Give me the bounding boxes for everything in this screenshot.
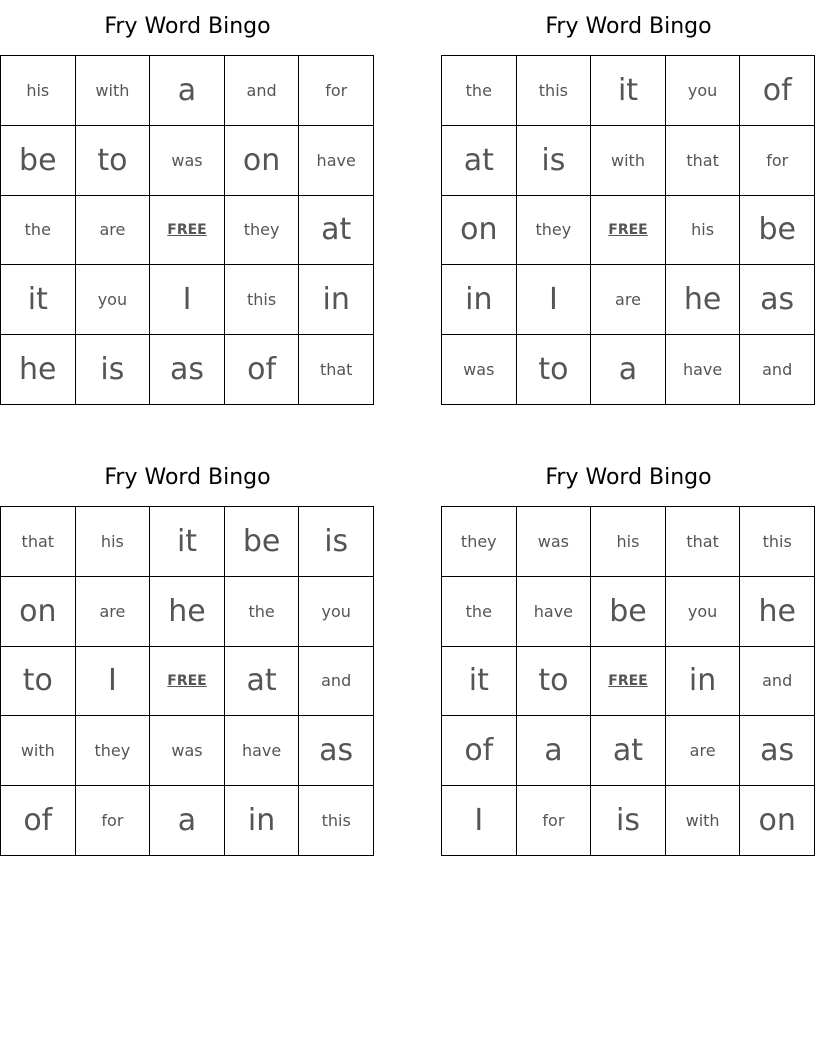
- bingo-cell: the: [225, 577, 300, 647]
- bingo-cell: be: [591, 577, 666, 647]
- bingo-cell: it: [442, 647, 517, 717]
- bingo-cell: it: [1, 265, 76, 335]
- bingo-grid: [441, 506, 815, 856]
- bingo-cell: you: [666, 56, 741, 126]
- bingo-cell: was: [150, 126, 225, 196]
- bingo-cell: a: [150, 56, 225, 126]
- bingo-cell: and: [740, 335, 815, 405]
- bingo-cell: at: [225, 647, 300, 717]
- bingo-cell: it: [150, 507, 225, 577]
- bingo-cell: of: [442, 716, 517, 786]
- bingo-cell: in: [442, 265, 517, 335]
- bingo-cell: to: [1, 647, 76, 717]
- bingo-cell: this: [299, 786, 374, 856]
- bingo-cell: of: [225, 335, 300, 405]
- card-title: Fry Word Bingo: [104, 465, 271, 490]
- bingo-cell: as: [150, 335, 225, 405]
- bingo-cell: you: [299, 577, 374, 647]
- bingo-grid: [0, 55, 374, 405]
- bingo-cell: are: [76, 577, 151, 647]
- bingo-cell: this: [740, 507, 815, 577]
- bingo-cell: as: [740, 716, 815, 786]
- bingo-cell: that: [666, 126, 741, 196]
- bingo-cell: I: [442, 786, 517, 856]
- bingo-cell: for: [76, 786, 151, 856]
- card-title: Fry Word Bingo: [545, 14, 712, 39]
- card-title: Fry Word Bingo: [104, 14, 271, 39]
- bingo-cell: on: [740, 786, 815, 856]
- bingo-cell: I: [76, 647, 151, 717]
- bingo-cell: for: [517, 786, 592, 856]
- bingo-cell: he: [740, 577, 815, 647]
- bingo-cell: they: [76, 716, 151, 786]
- bingo-cell: you: [666, 577, 741, 647]
- bingo-cell: he: [666, 265, 741, 335]
- bingo-cell: be: [1, 126, 76, 196]
- bingo-cell: in: [666, 647, 741, 717]
- bingo-cell: is: [299, 507, 374, 577]
- bingo-cell: be: [740, 196, 815, 266]
- bingo-cell: was: [442, 335, 517, 405]
- bingo-cell: in: [299, 265, 374, 335]
- bingo-cell: on: [442, 196, 517, 266]
- free-space: FREE: [150, 647, 225, 717]
- bingo-cell: with: [666, 786, 741, 856]
- bingo-cell: they: [517, 196, 592, 266]
- bingo-cell: I: [150, 265, 225, 335]
- bingo-cell: on: [225, 126, 300, 196]
- bingo-cell: have: [299, 126, 374, 196]
- bingo-cell: in: [225, 786, 300, 856]
- bingo-cell: at: [299, 196, 374, 266]
- bingo-cell: he: [150, 577, 225, 647]
- bingo-cell: have: [666, 335, 741, 405]
- bingo-cell: is: [517, 126, 592, 196]
- bingo-cell: the: [442, 56, 517, 126]
- bingo-grid: [0, 506, 374, 856]
- bingo-cell: have: [517, 577, 592, 647]
- bingo-cell: that: [1, 507, 76, 577]
- bingo-cell: they: [442, 507, 517, 577]
- bingo-cell: to: [517, 647, 592, 717]
- bingo-cell: his: [591, 507, 666, 577]
- bingo-cell: this: [225, 265, 300, 335]
- bingo-cell: to: [76, 126, 151, 196]
- bingo-cell: as: [740, 265, 815, 335]
- bingo-cell: he: [1, 335, 76, 405]
- bingo-cell: a: [591, 335, 666, 405]
- bingo-cell: with: [76, 56, 151, 126]
- card-title: Fry Word Bingo: [545, 465, 712, 490]
- bingo-cell: for: [740, 126, 815, 196]
- bingo-cell: of: [1, 786, 76, 856]
- bingo-cell: a: [517, 716, 592, 786]
- bingo-cell: was: [517, 507, 592, 577]
- bingo-cell: and: [299, 647, 374, 717]
- bingo-cell: I: [517, 265, 592, 335]
- bingo-cell: that: [666, 507, 741, 577]
- bingo-cell: is: [591, 786, 666, 856]
- bingo-cell: this: [517, 56, 592, 126]
- bingo-cell: it: [591, 56, 666, 126]
- bingo-cell: his: [666, 196, 741, 266]
- bingo-cell: his: [1, 56, 76, 126]
- free-space: FREE: [591, 647, 666, 717]
- bingo-cell: be: [225, 507, 300, 577]
- bingo-cell: are: [591, 265, 666, 335]
- bingo-cell: at: [591, 716, 666, 786]
- bingo-cell: on: [1, 577, 76, 647]
- bingo-cell: the: [1, 196, 76, 266]
- bingo-grid: [441, 55, 815, 405]
- bingo-cell: his: [76, 507, 151, 577]
- bingo-cell: are: [666, 716, 741, 786]
- bingo-cell: and: [225, 56, 300, 126]
- bingo-cell: with: [1, 716, 76, 786]
- free-space: FREE: [150, 196, 225, 266]
- bingo-cell: to: [517, 335, 592, 405]
- bingo-cell: as: [299, 716, 374, 786]
- bingo-cell: that: [299, 335, 374, 405]
- bingo-cell: and: [740, 647, 815, 717]
- bingo-cell: a: [150, 786, 225, 856]
- bingo-cell: was: [150, 716, 225, 786]
- bingo-cell: you: [76, 265, 151, 335]
- bingo-cell: for: [299, 56, 374, 126]
- bingo-cell: of: [740, 56, 815, 126]
- bingo-cell: is: [76, 335, 151, 405]
- bingo-cell: with: [591, 126, 666, 196]
- free-space: FREE: [591, 196, 666, 266]
- bingo-cell: the: [442, 577, 517, 647]
- bingo-cell: are: [76, 196, 151, 266]
- bingo-cell: they: [225, 196, 300, 266]
- bingo-cell: at: [442, 126, 517, 196]
- bingo-cell: have: [225, 716, 300, 786]
